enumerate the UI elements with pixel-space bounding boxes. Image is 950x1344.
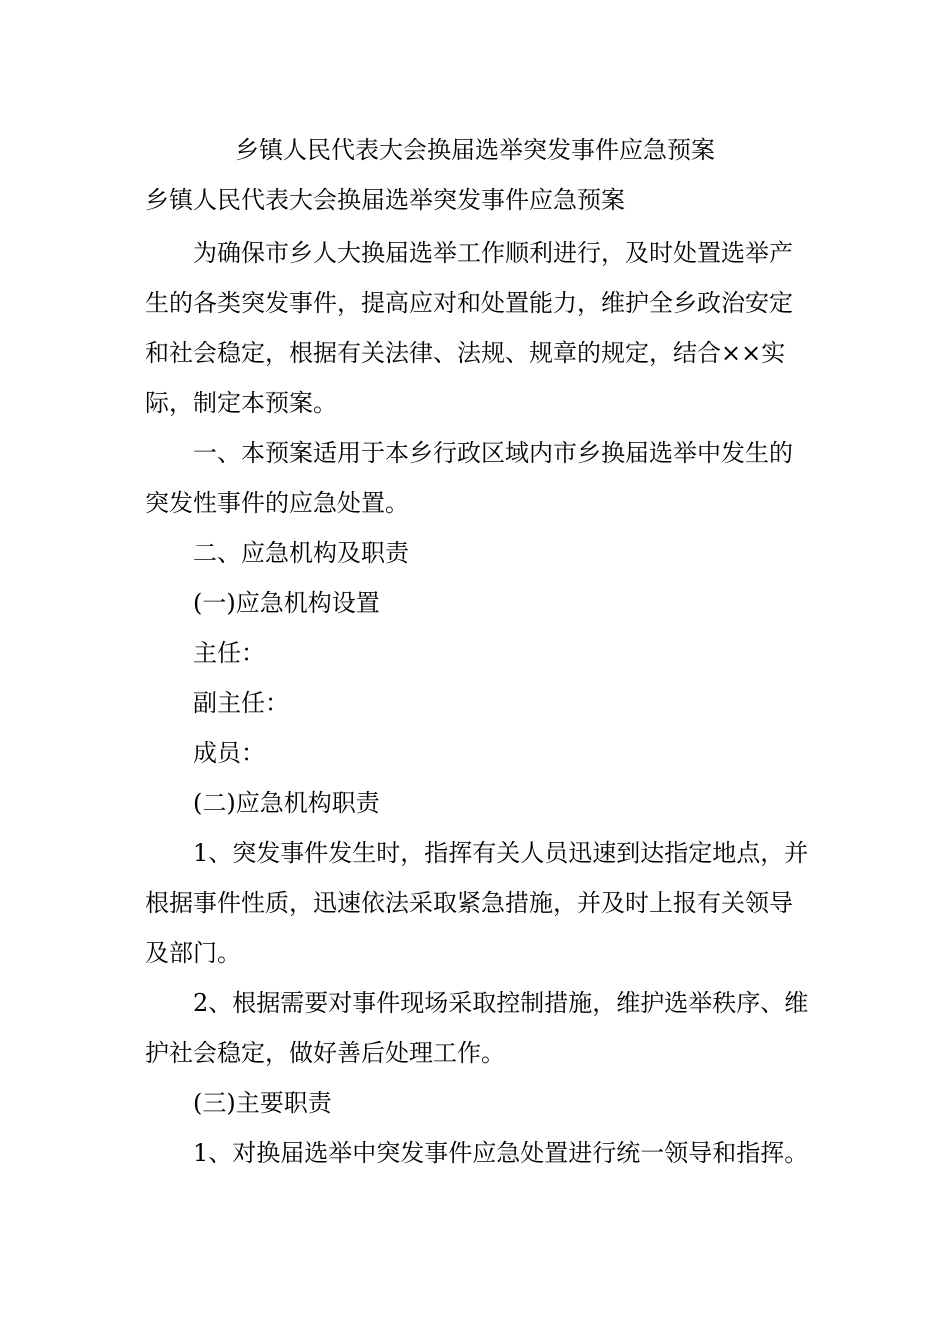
- paragraph-scope: 一、本预案适用于本乡行政区域内市乡换届选举中发生的突发性事件的应急处置。: [145, 439, 793, 517]
- subsection-heading-setup: (一)应急机构设置: [193, 589, 380, 617]
- field-director: 主任：: [193, 639, 265, 667]
- subsection-heading-main-duties: (三)主要职责: [193, 1089, 332, 1117]
- field-deputy-director: 副主任：: [193, 689, 289, 717]
- paragraph-main-duty-1: 1、对换届选举中突发事件应急处置进行统一领导和指挥。: [193, 1139, 809, 1167]
- document-body: [145, 228, 815, 1178]
- paragraph-duty-1: 1、突发事件发生时，指挥有关人员迅速到达指定地点，并根据事件性质，迅速依法采取紧急措施，并及时上报有关领导及部门。: [145, 839, 809, 967]
- field-members: 成员：: [193, 739, 265, 767]
- paragraph-purpose: 为确保市乡人大换届选举工作顺利进行，及时处置选举产生的各类突发事件，提高应对和处置能力，维护全乡政治安定和社会稳定，根据有关法律、法规、规章的规定，结合××实际，制定本预案。: [145, 239, 793, 417]
- paragraph-duty-2: 2、根据需要对事件现场采取控制措施，维护选举秩序、维护社会稳定，做好善后处理工作。: [145, 989, 809, 1067]
- document-subtitle: 乡镇人民代表大会换届选举突发事件应急预案: [145, 186, 625, 214]
- subsection-heading-duties: (二)应急机构职责: [193, 789, 380, 817]
- section-heading-organization: 二、应急机构及职责: [193, 539, 409, 567]
- document-title: 乡镇人民代表大会换届选举突发事件应急预案: [235, 136, 715, 164]
